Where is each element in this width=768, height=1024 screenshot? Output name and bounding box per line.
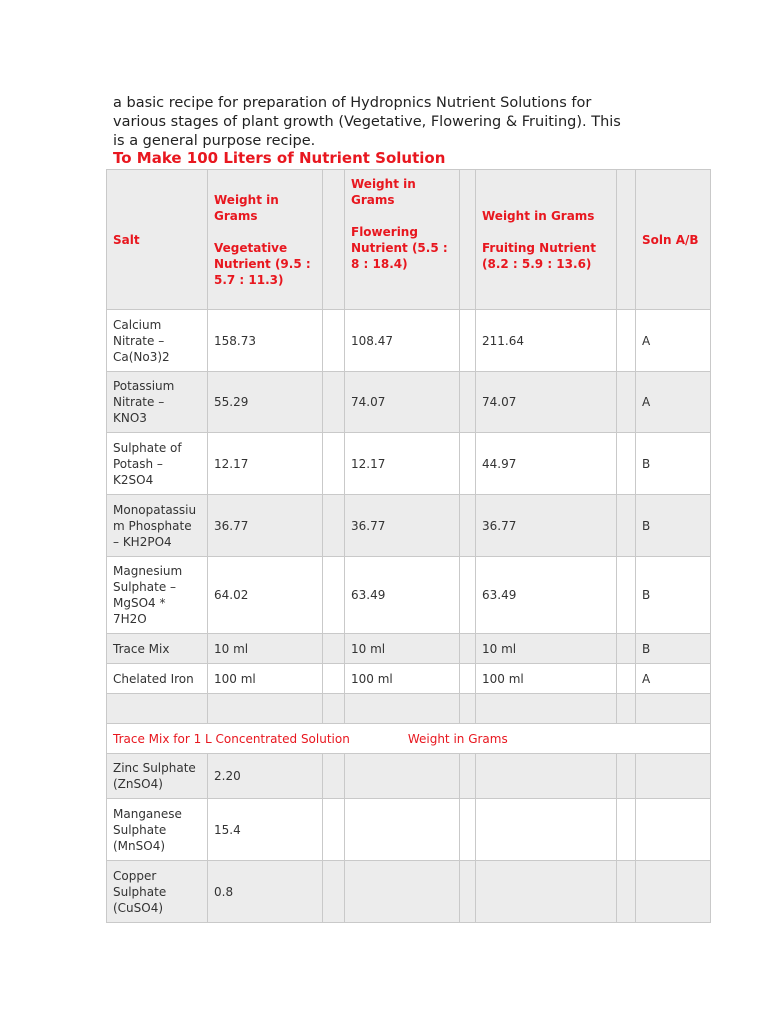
spacer-cell bbox=[460, 310, 476, 372]
table-row bbox=[107, 664, 711, 694]
salt-cell: Calcium Nitrate – Ca(No3)2 bbox=[107, 310, 208, 372]
trace-row bbox=[107, 861, 711, 923]
spacer-cell bbox=[617, 372, 636, 433]
empty-row bbox=[107, 694, 711, 724]
salt-cell: Sulphate of Potash – K2SO4 bbox=[107, 433, 208, 495]
trace-row bbox=[107, 754, 711, 799]
soln-cell: B bbox=[636, 433, 711, 495]
flo-cell: 108.47 bbox=[345, 310, 460, 372]
fru-cell: 36.77 bbox=[476, 495, 617, 557]
header-soln: Soln A/B bbox=[636, 170, 711, 310]
veg-cell: 55.29 bbox=[208, 372, 323, 433]
salt-cell: Trace Mix bbox=[107, 634, 208, 664]
fru-cell: 63.49 bbox=[476, 557, 617, 634]
header-spacer-3 bbox=[617, 170, 636, 310]
salt-cell: Zinc Sulphate (ZnSO4) bbox=[107, 754, 208, 799]
value-cell: 2.20 bbox=[208, 754, 323, 799]
spacer-cell bbox=[323, 433, 345, 495]
spacer-cell bbox=[617, 634, 636, 664]
value-cell: 0.8 bbox=[208, 861, 323, 923]
veg-cell: 158.73 bbox=[208, 310, 323, 372]
header-flowering: Weight in Grams Flowering Nutrient (5.5 : 8 : 18.4) bbox=[345, 170, 460, 310]
spacer-cell bbox=[617, 495, 636, 557]
flo-cell: 63.49 bbox=[345, 557, 460, 634]
flo-cell: 10 ml bbox=[345, 634, 460, 664]
spacer-cell bbox=[323, 634, 345, 664]
header-spacer-2 bbox=[460, 170, 476, 310]
trace-title-cell bbox=[107, 724, 711, 754]
spacer-cell bbox=[617, 310, 636, 372]
salt-cell: Chelated Iron bbox=[107, 664, 208, 694]
spacer-cell bbox=[460, 433, 476, 495]
intro-line-1: a basic recipe for preparation of Hydropnics Nutrient Solutions for bbox=[113, 95, 592, 111]
intro-line-3: is a general purpose recipe. bbox=[113, 133, 316, 149]
soln-cell: A bbox=[636, 664, 711, 694]
salt-cell: Magnesium Sulphate – MgSO4 * 7H2O bbox=[107, 557, 208, 634]
flo-cell: 100 ml bbox=[345, 664, 460, 694]
spacer-cell bbox=[323, 664, 345, 694]
salt-cell: Manganese Sulphate (MnSO4) bbox=[107, 799, 208, 861]
flo-cell: 74.07 bbox=[345, 372, 460, 433]
trace-title: Trace Mix for 1 L Concentrated Solution bbox=[113, 731, 350, 746]
value-cell: 15.4 bbox=[208, 799, 323, 861]
table-row bbox=[107, 557, 711, 634]
soln-cell: A bbox=[636, 310, 711, 372]
spacer-cell bbox=[323, 557, 345, 634]
spacer-cell bbox=[617, 557, 636, 634]
table-row bbox=[107, 372, 711, 433]
section-heading: To Make 100 Liters of Nutrient Solution bbox=[113, 149, 446, 167]
trace-weight-label: Weight in Grams bbox=[407, 731, 508, 746]
spacer-cell bbox=[323, 372, 345, 433]
soln-cell: A bbox=[636, 372, 711, 433]
spacer-cell bbox=[323, 495, 345, 557]
header-vegetative: Weight in Grams Vegetative Nutrient (9.5 : 5.7 : 11.3) bbox=[208, 170, 323, 310]
spacer-cell bbox=[460, 495, 476, 557]
veg-cell: 100 ml bbox=[208, 664, 323, 694]
soln-cell: B bbox=[636, 634, 711, 664]
table-row bbox=[107, 310, 711, 372]
fru-cell: 10 ml bbox=[476, 634, 617, 664]
spacer-cell bbox=[460, 372, 476, 433]
header-spacer-1 bbox=[323, 170, 345, 310]
fru-cell: 44.97 bbox=[476, 433, 617, 495]
spacer-cell bbox=[460, 634, 476, 664]
salt-cell: Copper Sulphate (CuSO4) bbox=[107, 861, 208, 923]
flo-cell: 36.77 bbox=[345, 495, 460, 557]
fru-cell: 100 ml bbox=[476, 664, 617, 694]
flo-cell: 12.17 bbox=[345, 433, 460, 495]
salt-cell: Potassium Nitrate – KNO3 bbox=[107, 372, 208, 433]
spacer-cell bbox=[617, 433, 636, 495]
soln-cell: B bbox=[636, 495, 711, 557]
veg-cell: 64.02 bbox=[208, 557, 323, 634]
table-row bbox=[107, 433, 711, 495]
spacer-cell bbox=[460, 664, 476, 694]
trace-row bbox=[107, 799, 711, 861]
soln-cell: B bbox=[636, 557, 711, 634]
spacer-cell bbox=[460, 557, 476, 634]
fru-cell: 211.64 bbox=[476, 310, 617, 372]
header-salt: Salt bbox=[107, 170, 208, 310]
salt-cell: Monopatassiu m Phosphate – KH2PO4 bbox=[107, 495, 208, 557]
header-row bbox=[107, 170, 711, 310]
trace-title-row bbox=[107, 724, 711, 754]
spacer-cell bbox=[617, 664, 636, 694]
intro-paragraph bbox=[113, 94, 673, 151]
header-fruiting: Weight in Grams Fruiting Nutrient (8.2 : 5.9 : 13.6) bbox=[476, 170, 617, 310]
nutrient-table bbox=[106, 169, 711, 923]
table-row bbox=[107, 495, 711, 557]
veg-cell: 36.77 bbox=[208, 495, 323, 557]
fru-cell: 74.07 bbox=[476, 372, 617, 433]
veg-cell: 12.17 bbox=[208, 433, 323, 495]
table-row bbox=[107, 634, 711, 664]
veg-cell: 10 ml bbox=[208, 634, 323, 664]
intro-line-2: various stages of plant growth (Vegetative, Flowering & Fruiting). This bbox=[113, 114, 621, 130]
spacer-cell bbox=[323, 310, 345, 372]
